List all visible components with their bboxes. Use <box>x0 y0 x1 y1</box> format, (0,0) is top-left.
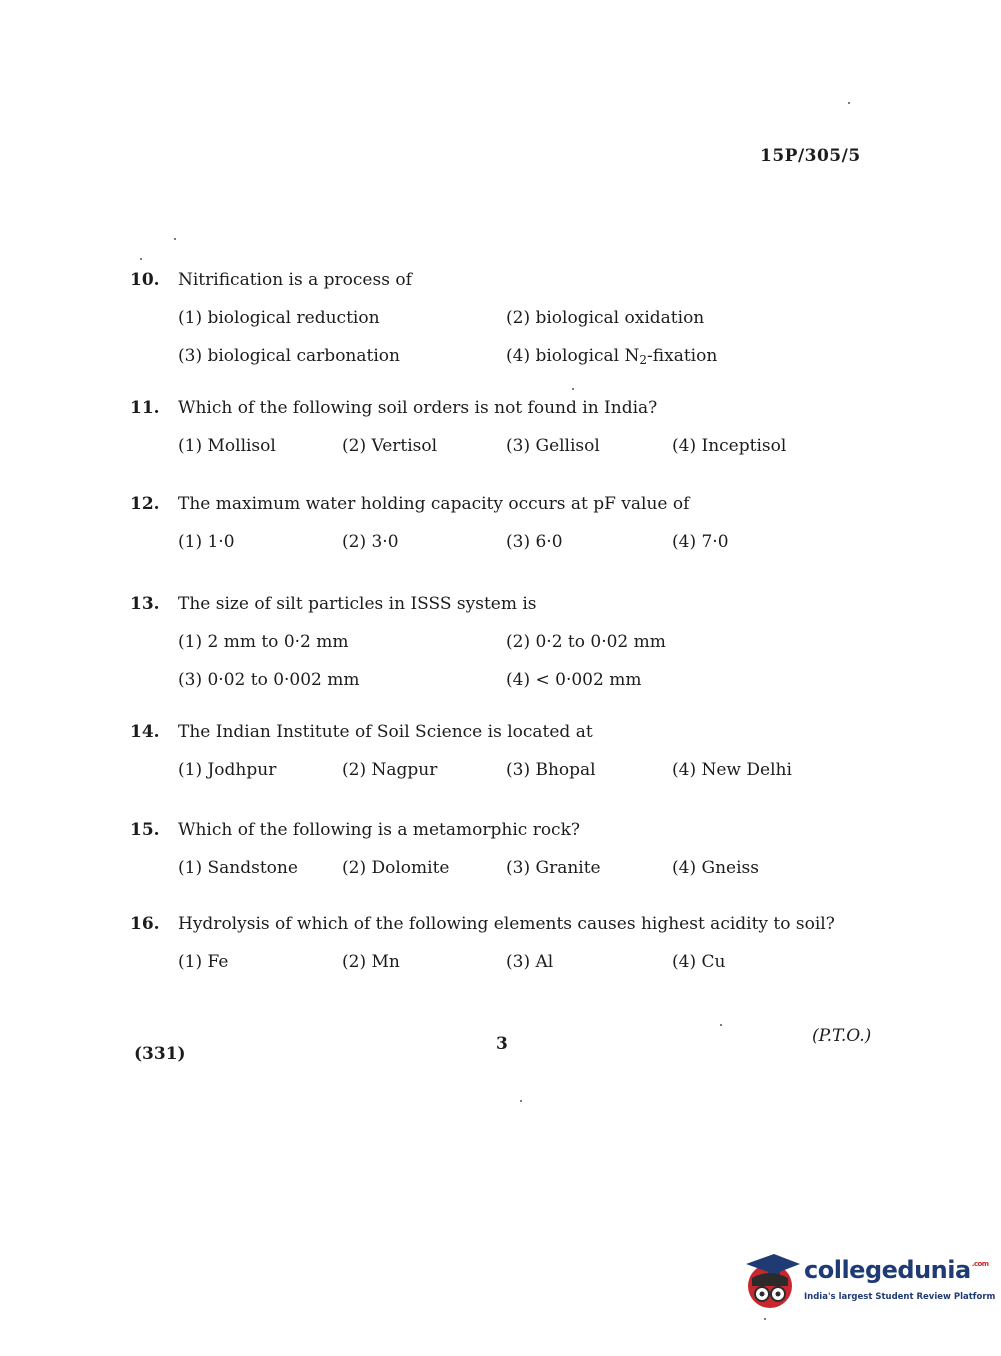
option-3: (3) Gellisol <box>506 436 600 456</box>
question-16 <box>130 914 890 992</box>
option-2: (2) Vertisol <box>342 436 438 456</box>
option-1: (1) 1·0 <box>178 532 235 552</box>
option-1: (1) Sandstone <box>178 858 298 878</box>
option-2: (2) Mn <box>342 952 400 972</box>
logo-tagline: India's largest Student Review Platform <box>804 1292 996 1302</box>
pto-label: (P.T.O.) <box>812 1026 872 1046</box>
option-4: (4) Gneiss <box>672 858 759 878</box>
question-number: 13. <box>130 594 160 614</box>
page-number: 3 <box>496 1034 508 1054</box>
question-10 <box>130 270 890 384</box>
scan-speck <box>174 238 176 240</box>
scan-speck <box>520 1100 522 1102</box>
footer-code: (331) <box>134 1044 186 1064</box>
option-1: (1) 2 mm to 0·2 mm <box>178 632 349 652</box>
scan-speck <box>140 258 142 260</box>
question-text: Nitrification is a process of <box>178 270 412 290</box>
option-4: (4) 7·0 <box>672 532 729 552</box>
option-2: (2) Dolomite <box>342 858 450 878</box>
question-number: 14. <box>130 722 160 742</box>
question-text: Hydrolysis of which of the following elements causes highest acidity to soil? <box>178 914 835 934</box>
option-4: (4) New Delhi <box>672 760 792 780</box>
question-12 <box>130 494 890 572</box>
question-14 <box>130 722 890 800</box>
option-4: (4) Inceptisol <box>672 436 787 456</box>
option-3: (3) 6·0 <box>506 532 563 552</box>
option-3: (3) 0·02 to 0·002 mm <box>178 670 360 690</box>
scan-speck <box>848 102 850 104</box>
option-4: (4) < 0·002 mm <box>506 670 642 690</box>
option-1: (1) Fe <box>178 952 229 972</box>
option-2: (2) Nagpur <box>342 760 438 780</box>
question-text: Which of the following soil orders is not found in India? <box>178 398 658 418</box>
option-4: (4) biological $N_2$-fixation <box>506 346 718 367</box>
question-text: The maximum water holding capacity occurs at pF value of <box>178 494 690 514</box>
option-3: (3) biological carbonation <box>178 346 400 366</box>
question-number: 15. <box>130 820 160 840</box>
scan-speck <box>572 388 574 390</box>
option-3: (3) Al <box>506 952 554 972</box>
question-number: 10. <box>130 270 160 290</box>
question-11 <box>130 398 890 476</box>
option-3: (3) Bhopal <box>506 760 596 780</box>
option-1: (1) biological reduction <box>178 308 380 328</box>
logo-com: .com <box>971 1260 989 1268</box>
option-3: (3) Granite <box>506 858 601 878</box>
option-2: (2) biological oxidation <box>506 308 705 328</box>
paper-code: 15P/305/5 <box>760 146 861 166</box>
option-2: (2) 0·2 to 0·02 mm <box>506 632 666 652</box>
mascot-icon <box>742 1250 802 1314</box>
question-text: The size of silt particles in ISSS system is <box>178 594 537 614</box>
question-15 <box>130 820 890 898</box>
collegedunia-logo <box>742 1250 996 1320</box>
logo-wordmark: collegedunia$^{.com}$ <box>804 1256 989 1284</box>
option-1: (1) Jodhpur <box>178 760 277 780</box>
question-text: The Indian Institute of Soil Science is located at <box>178 722 593 742</box>
question-number: 16. <box>130 914 160 934</box>
option-4: (4) Cu <box>672 952 726 972</box>
question-number: 11. <box>130 398 160 418</box>
question-number: 12. <box>130 494 160 514</box>
option-1: (1) Mollisol <box>178 436 276 456</box>
question-text: Which of the following is a metamorphic rock? <box>178 820 580 840</box>
question-13 <box>130 594 890 708</box>
scan-speck <box>720 1024 722 1026</box>
option-2: (2) 3·0 <box>342 532 399 552</box>
